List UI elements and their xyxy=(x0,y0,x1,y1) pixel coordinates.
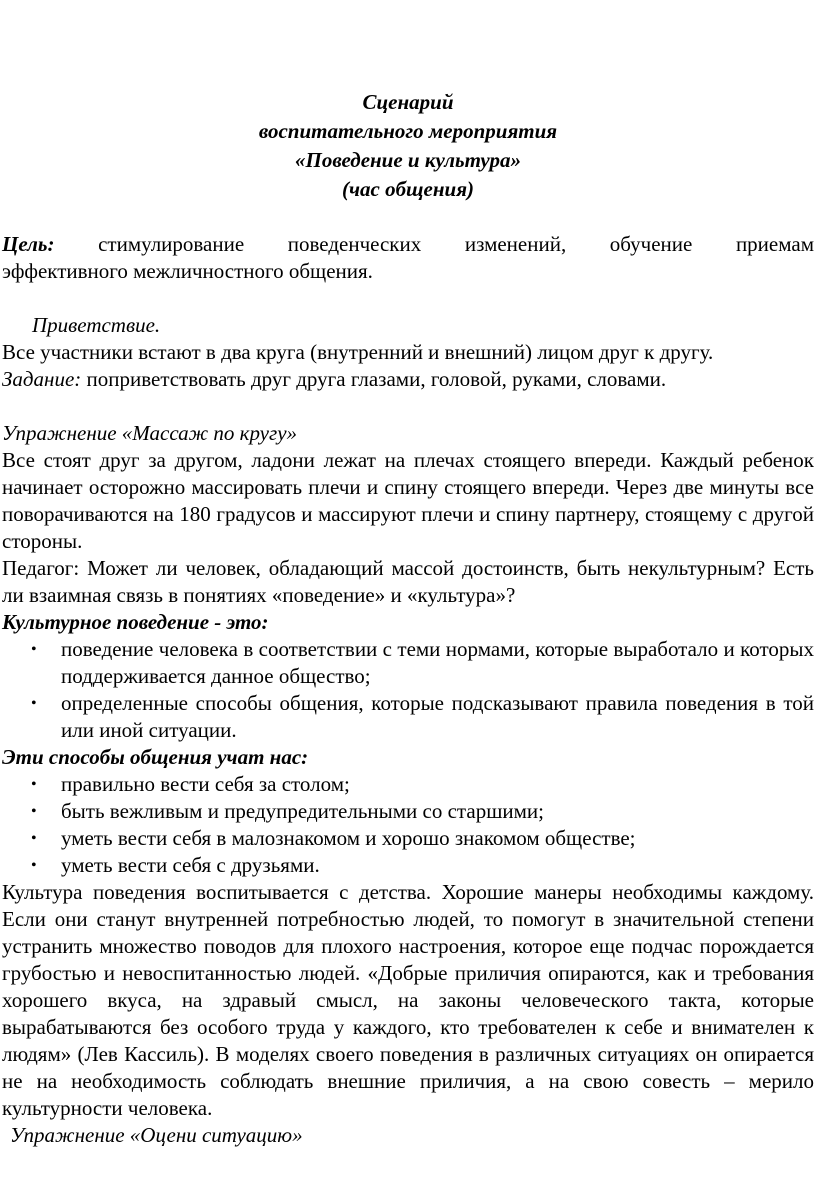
greeting-heading: Приветствие. xyxy=(32,313,161,337)
list-item-text: определенные способы общения, которые подсказывают правила поведения в той или иной ситуации. xyxy=(61,691,814,742)
bullet-icon: • xyxy=(31,857,37,874)
list-item-text: правильно вести себя за столом; xyxy=(61,772,350,796)
list-item-text: поведение человека в соответствии с теми нормами, которые выработало и которых поддерживается данное общество; xyxy=(61,637,814,688)
list-item xyxy=(2,690,814,744)
goal-line-2: эффективного межличностного общения. xyxy=(2,259,373,283)
bullet-icon: • xyxy=(31,695,37,712)
list-item-text: уметь вести себя в малознакомом и хорошо знакомом обществе; xyxy=(61,826,636,850)
bullet-icon: • xyxy=(31,776,37,793)
spacer xyxy=(2,285,814,312)
culture-list xyxy=(2,636,814,744)
list-item xyxy=(2,798,814,825)
greeting-text: Все участники встают в два круга (внутренний и внешний) лицом друг к другу. xyxy=(2,340,714,364)
goal-line-1 xyxy=(2,231,814,258)
list-item-text: уметь вести себя с друзьями. xyxy=(61,853,320,877)
culture-heading: Культурное поведение - это: xyxy=(2,610,269,634)
exercise2-heading: Упражнение «Оцени ситуацию» xyxy=(10,1123,303,1147)
task-text: поприветствовать друг друга глазами, головой, руками, словами. xyxy=(86,367,667,391)
methods-heading: Эти способы общения учат нас: xyxy=(2,745,309,769)
document-title xyxy=(2,88,814,204)
goal-text-1: стимулирование поведенческих изменений, обучение приемам xyxy=(98,232,814,256)
task-label: Задание: xyxy=(2,367,82,391)
title-line-3: «Поведение и культура» xyxy=(295,148,521,172)
main-paragraph: Культура поведения воспитывается с детства. Хорошие манеры необходимы каждому. Если они станут внутренней потребностью людей, то помогут в значительной степени устранить множество поводов для плохого настроения, которое еще подчас порождается грубостью и невоспитанностью людей. «Добрые приличия опираются, как и требования хорошего вкуса, на здравый смысл, на законы человеческого такта, которые вырабатываются без особого труда у каждого, кто требователен к себе и внимателен к людям» (Лев Кассиль). В моделях своего поведения в различных ситуациях он опирается не на необходимость соблюдать внешние приличия, а на свою совесть – мерило культурности человека. xyxy=(2,880,814,1120)
title-line-4: (час общения) xyxy=(341,177,475,201)
list-item xyxy=(2,852,814,879)
goal-label: Цель: xyxy=(2,232,55,256)
title-line-2: воспитательного мероприятия xyxy=(258,119,558,143)
exercise1-heading: Упражнение «Массаж по кругу» xyxy=(2,421,298,445)
bullet-icon: • xyxy=(31,641,37,658)
list-item xyxy=(2,825,814,852)
methods-list xyxy=(2,771,814,879)
list-item-text: быть вежливым и предупредительными со старшими; xyxy=(61,799,544,823)
spacer xyxy=(2,204,814,231)
spacer xyxy=(2,393,814,420)
exercise1-text: Все стоят друг за другом, ладони лежат на плечах стоящего впереди. Каждый ребенок начинает осторожно массировать плечи и спину стоящего впереди. Через две минуты все поворачиваются на 180 градусов и массируют плечи и спину партнеру, стоящему с другой стороны. xyxy=(2,448,814,553)
task-line xyxy=(2,366,814,393)
bullet-icon: • xyxy=(31,830,37,847)
list-item xyxy=(2,636,814,690)
title-line-1: Сценарий xyxy=(362,90,454,114)
bullet-icon: • xyxy=(31,803,37,820)
teacher-question: Педагог: Может ли человек, обладающий массой достоинств, быть некультурным? Есть ли взаимная связь в понятиях «поведение» и «культура»? xyxy=(2,556,814,607)
list-item xyxy=(2,771,814,798)
